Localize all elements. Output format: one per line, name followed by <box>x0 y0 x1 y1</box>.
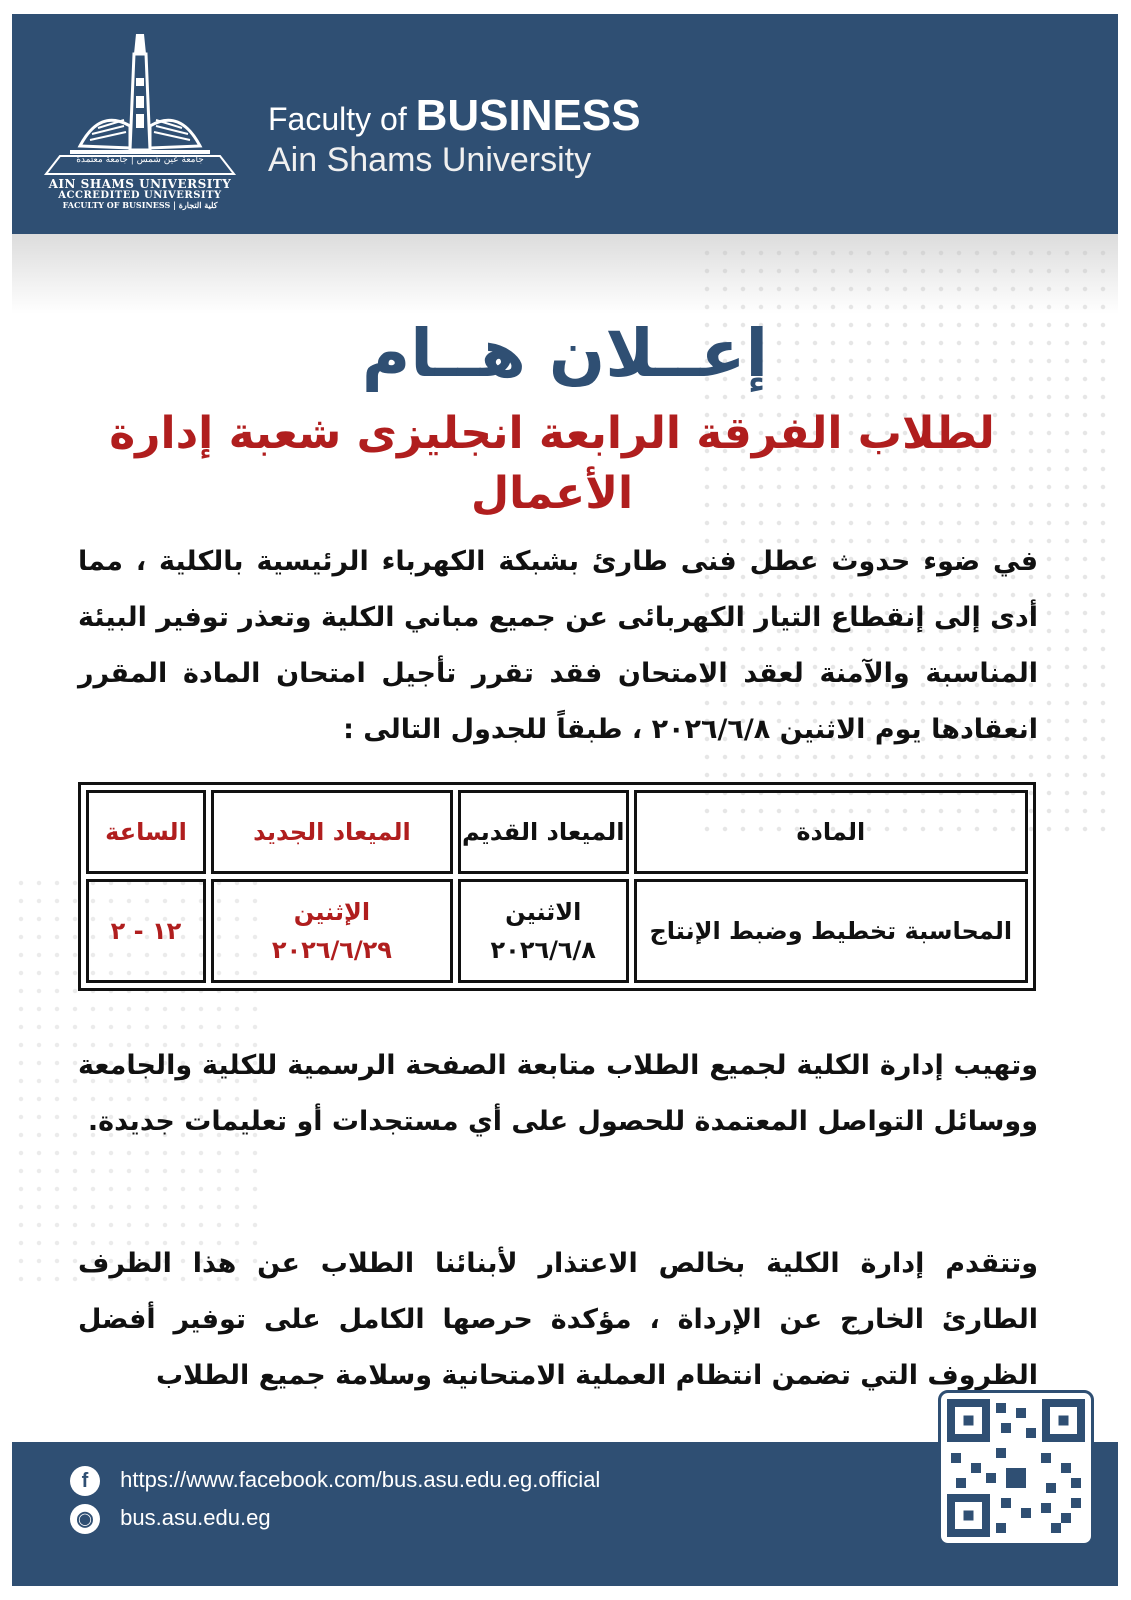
website-link-row[interactable] <box>70 1504 271 1534</box>
header-subject: المادة <box>634 790 1028 874</box>
facebook-link-row[interactable] <box>70 1466 600 1496</box>
announcement-title: إعــلان هــام <box>361 315 769 392</box>
qr-code[interactable] <box>938 1390 1094 1546</box>
paragraph-intro: في ضوء حدوث عطل فنى طارئ بشبكة الكهرباء الرئيسية بالكلية ، مما أدى إلى إنقطاع التيار الكهربائى عن جميع مباني الكلية وتعذر توفير البيئة المناسبة والآمنة لعقد الامتحان فقد تقرر تأجيل امتحان المادة المقرر انعقادها يوم الاثنين ٢٠٢٦/٦/٨ ، طبقاً للجدول التالى : <box>78 546 1038 745</box>
announcement-subtitle: لطلاب الفرقة الرابعة انجليزى شعبة إدارة الأعمال <box>109 408 995 519</box>
new-date: ٢٠٢٦/٦/٢٩ <box>271 936 392 964</box>
table-row <box>86 879 1028 983</box>
website-link[interactable]: bus.asu.edu.eg <box>120 1504 271 1530</box>
old-day: الاثنين <box>505 898 582 926</box>
header-time: الساعة <box>86 790 206 874</box>
old-date: ٢٠٢٦/٦/٨ <box>490 936 596 964</box>
logo-line-1: AIN SHAMS UNIVERSITY <box>48 177 232 191</box>
cell-time: ١٢ - ٢ <box>86 879 206 983</box>
paragraph-follow-up: وتهيب إدارة الكلية لجميع الطلاب متابعة الصفحة الرسمية للكلية والجامعة ووسائل التواصل المعتمدة للحصول على أي مستجدات أو تعليمات جديدة. <box>78 1050 1038 1137</box>
brand-faculty-name: BUSINESS <box>415 91 641 140</box>
logo-arabic-text: جامعة عين شمس | جامعة معتمدة <box>76 155 204 165</box>
brand-block <box>268 91 641 181</box>
header-new-date: الميعاد الجديد <box>211 790 453 874</box>
logo-line-3: FACULTY OF BUSINESS | كلية التجارة <box>62 200 218 211</box>
facebook-icon: f <box>70 1466 100 1496</box>
brand-faculty-prefix: Faculty of <box>268 101 407 137</box>
table-header-row <box>86 790 1028 874</box>
schedule-table <box>78 782 1036 991</box>
new-day: الإثنين <box>293 898 371 926</box>
header-old-date: الميعاد القديم <box>458 790 629 874</box>
paragraph-apology: وتتقدم إدارة الكلية بخالص الاعتذار لأبنائنا الطلاب عن هذا الظرف الطارئ الخارج عن الإرداة ، مؤكدة حرصها الكامل على توفير أفضل الظروف التي تضمن انتظام العملية الامتحانية وسلامة جميع الطلاب <box>78 1248 1038 1391</box>
logo-caption <box>40 155 240 211</box>
facebook-link[interactable]: https://www.facebook.com/bus.asu.edu.eg.official <box>120 1466 601 1492</box>
cell-new-date <box>211 879 453 983</box>
globe-icon: ◉ <box>70 1504 100 1534</box>
brand-university: Ain Shams University <box>268 141 592 179</box>
logo-line-2: ACCREDITED UNIVERSITY <box>58 189 222 201</box>
brand-faculty <box>268 91 641 140</box>
announcement-page <box>12 14 1118 1586</box>
cell-subject: المحاسبة تخطيط وضبط الإنتاج <box>634 879 1028 983</box>
cell-old-date <box>458 879 629 983</box>
